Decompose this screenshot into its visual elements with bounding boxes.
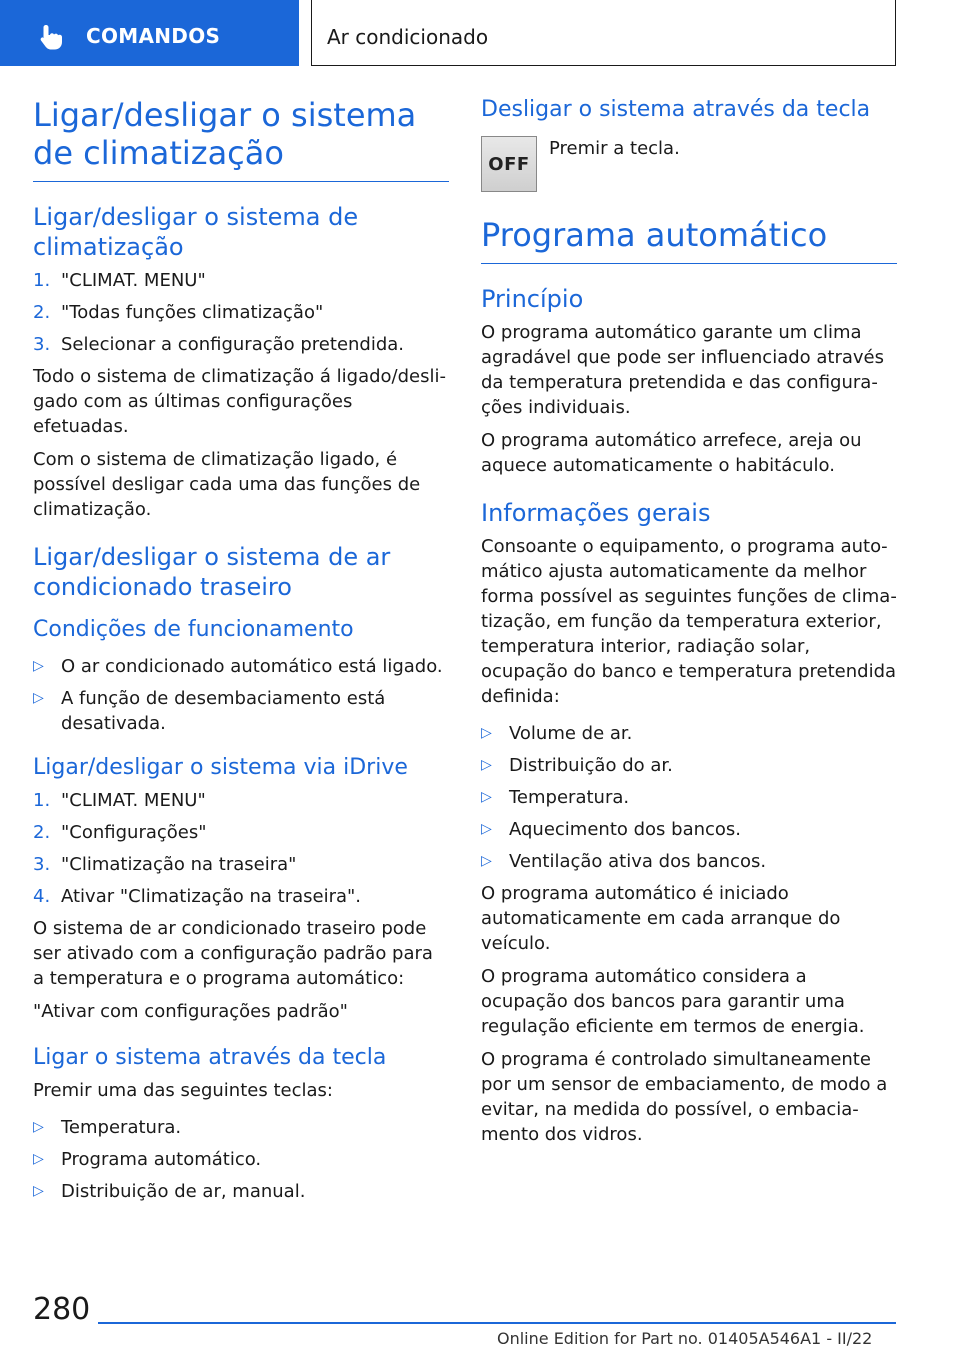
step-number: 3. — [33, 854, 51, 875]
paragraph: O programa automático garante um clima agradável que pode ser influenciado através da temperatura pretendida e das configurações individuais. — [481, 322, 885, 418]
list-item: 1. "CLIMAT. MENU" — [33, 790, 206, 811]
page-header — [0, 0, 960, 66]
paragraph: Consoante o equipamento, o programa automático ajusta automaticamente da melhor forma possível as seguintes funções de climatização, em função da temperatura exterior, temperatura interior, radiação solar, ocupação do banco e temperatura pretendida definida: — [481, 536, 897, 707]
paragraph: O sistema de ar condicionado traseiro pode ser ativado com a configuração padrão para a temperatura e o programa automático: — [33, 918, 433, 989]
list-item: ▷ Temperatura. — [481, 787, 630, 808]
subheading-idrive: Ligar/desligar o sistema via iDrive — [33, 755, 408, 780]
subheading-informacoes-gerais: Informações gerais — [481, 499, 711, 527]
list-item: 4. Ativar "Climatização na traseira". — [33, 886, 362, 907]
list-item: 2. "Configurações" — [33, 822, 207, 843]
bullet-triangle-icon: ▷ — [33, 690, 44, 706]
subheading-condicoes: Condições de funcionamento — [33, 617, 354, 642]
section-tab[interactable] — [311, 0, 896, 66]
steps-list-climatizacao — [33, 268, 449, 357]
steps-list-idrive — [33, 788, 449, 909]
right-column — [481, 96, 897, 1155]
paragraph: O programa automático é iniciado automaticamente em cada arranque do veículo. — [481, 883, 841, 954]
keys-list — [33, 1115, 449, 1204]
list-item: ▷ Programa automático. — [33, 1149, 262, 1170]
bullet-triangle-icon: ▷ — [33, 1151, 44, 1167]
list-item — [33, 300, 449, 325]
edition-note: Online Edition for Part no. 01405A546A1 - II/22 — [497, 1329, 873, 1348]
step-text: "CLIMAT. MENU" — [61, 270, 206, 291]
list-item: ▷ Temperatura. — [33, 1117, 182, 1138]
bullet-triangle-icon: ▷ — [481, 757, 492, 773]
paragraph: O programa é controlado simultaneamente por um sensor de embaciamento, de modo a evitar, na medida do possível, o embaciamento dos vidros. — [481, 1049, 888, 1145]
step-number: 2. — [33, 302, 51, 323]
subheading-ligar-tecla: Ligar o sistema através da tecla — [33, 1045, 387, 1070]
list-item — [33, 332, 449, 357]
subsection-title-ar-traseiro: Ligar/desligar o sistema de ar condicionado traseiro — [33, 543, 391, 601]
bullet-triangle-icon: ▷ — [481, 853, 492, 869]
left-column — [33, 96, 449, 1211]
list-item: ▷ Distribuição de ar, manual. — [33, 1181, 306, 1202]
subheading-principio: Princípio — [481, 285, 584, 313]
conditions-list — [33, 654, 449, 736]
chapter-label: COMANDOS — [86, 24, 221, 48]
step-number: 1. — [33, 270, 51, 291]
paragraph: "Ativar com configurações padrão" — [33, 1001, 348, 1022]
page-number: 280 — [33, 1292, 91, 1327]
paragraph: O programa automático considera a ocupação dos bancos para garantir uma regulação eficiente em termos de energia. — [481, 966, 865, 1037]
list-item: ▷ A função de desembaciamento está desativada. — [33, 688, 386, 734]
step-number: 2. — [33, 822, 51, 843]
list-item: ▷ O ar condicionado automático está ligado. — [33, 656, 443, 677]
paragraph: Todo o sistema de climatização á ligado/desligado com as últimas configurações efetuadas. — [33, 366, 446, 437]
paragraph: Premir uma das seguintes teclas: — [33, 1080, 333, 1101]
bullet-triangle-icon: ▷ — [33, 658, 44, 674]
bullet-triangle-icon: ▷ — [481, 789, 492, 805]
step-number: 4. — [33, 886, 51, 907]
off-button-label: OFF — [488, 153, 530, 175]
section-label: Ar condicionado — [327, 25, 489, 49]
section-title-climatizacao: Ligar/desligar o sistema de climatização — [33, 96, 449, 182]
functions-list — [481, 721, 897, 874]
off-instruction — [481, 136, 897, 192]
subsection-title-ligar-desligar: Ligar/desligar o sistema de climatização — [33, 203, 359, 261]
footer-divider — [98, 1322, 896, 1324]
bullet-triangle-icon: ▷ — [481, 725, 492, 741]
list-item — [33, 268, 449, 293]
off-button-icon — [481, 136, 537, 192]
list-item: ▷ Ventilação ativa dos bancos. — [481, 851, 767, 872]
list-item: 3. "Climatização na traseira" — [33, 854, 297, 875]
bullet-triangle-icon: ▷ — [481, 821, 492, 837]
list-item: ▷ Volume de ar. — [481, 723, 633, 744]
paragraph: O programa automático arrefece, areja ou aquece automaticamente o habitáculo. — [481, 430, 862, 476]
step-number: 3. — [33, 334, 51, 355]
chapter-tab[interactable] — [0, 0, 299, 66]
section-title-programa-automatico: Programa automático — [481, 216, 897, 264]
paragraph: Premir a tecla. — [549, 138, 680, 159]
subheading-desligar-tecla: Desligar o sistema através da tecla — [481, 97, 871, 122]
list-item: ▷ Aquecimento dos bancos. — [481, 819, 742, 840]
list-item: ▷ Distribuição do ar. — [481, 755, 673, 776]
step-text: Selecionar a configuração pretendida. — [61, 334, 405, 355]
bullet-triangle-icon: ▷ — [33, 1119, 44, 1135]
paragraph: Com o sistema de climatização ligado, é possível desligar cada uma das funções de climatização. — [33, 449, 421, 520]
bullet-triangle-icon: ▷ — [33, 1183, 44, 1199]
hand-pointer-icon — [36, 22, 66, 52]
step-number: 1. — [33, 790, 51, 811]
step-text: "Todas funções climatização" — [61, 302, 324, 323]
